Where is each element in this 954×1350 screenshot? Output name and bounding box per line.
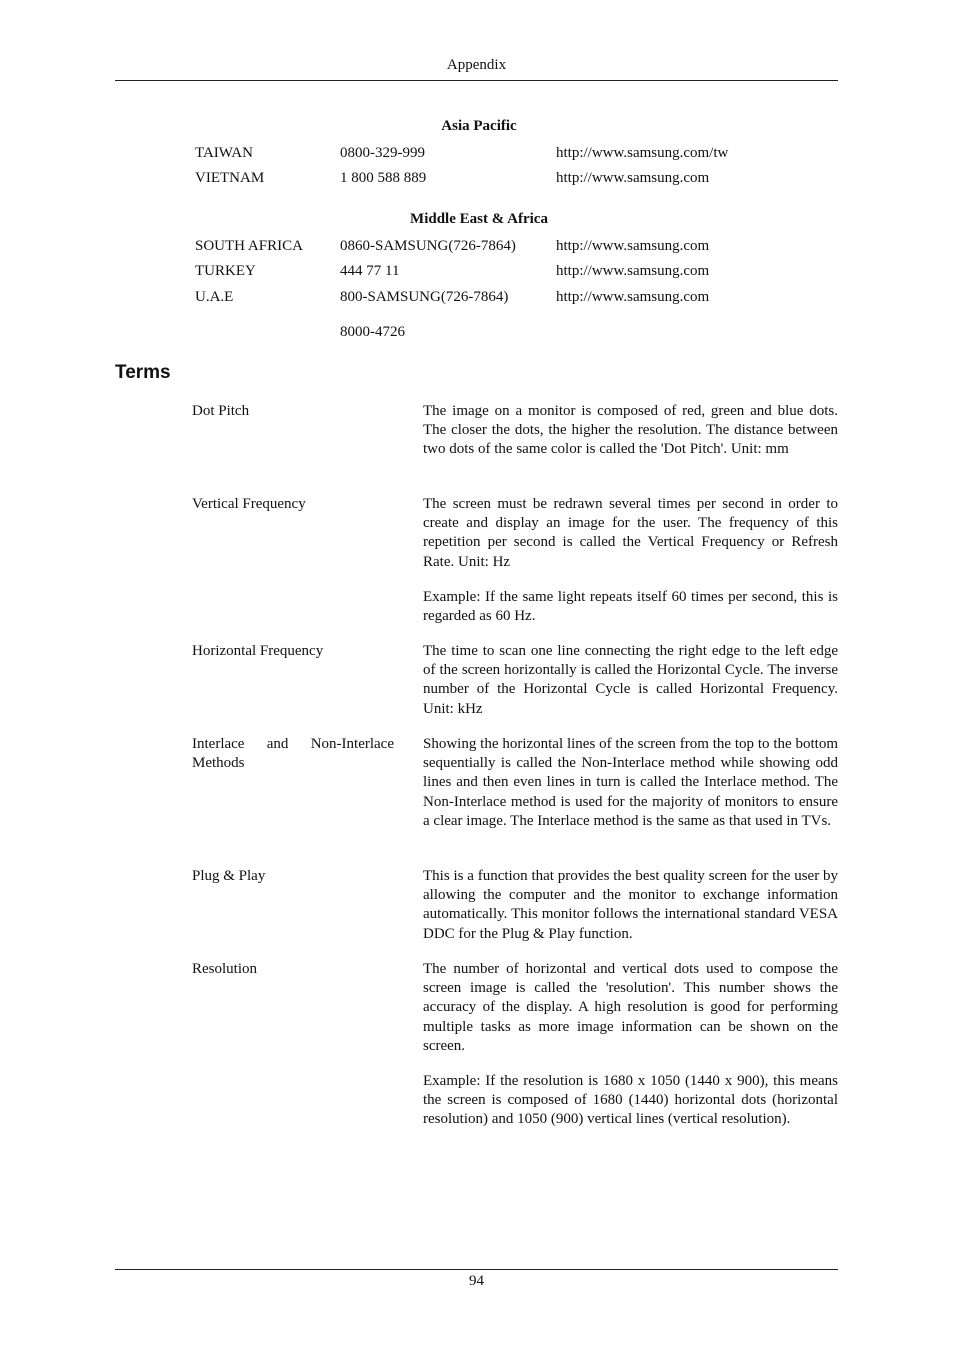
region-title-middle-east-africa: Middle East & Africa: [410, 211, 548, 227]
term-description: [423, 960, 838, 1146]
contact-row-vietnam: [195, 170, 838, 190]
contact-row-taiwan: [195, 145, 838, 165]
page-number: 94: [469, 1273, 484, 1289]
term-name: Horizontal Frequency: [192, 643, 324, 659]
contact-website-link[interactable]: http://www.samsung.com: [556, 263, 710, 279]
term-paragraph: Showing the horizontal lines of the screen from the top to the bottom sequentially is called the Non-Interlace method while showing odd lines and then even lines in turn is called the Interlace method. The Non-Interlace method is used for the majority of monitors to ensure a clear image. The Interlace method is the same as that used in TVs.: [423, 736, 838, 829]
term-name: Resolution: [192, 961, 258, 977]
region-title-asia-pacific: Asia Pacific: [441, 118, 517, 134]
term-description: [423, 402, 838, 476]
term-paragraph: The number of horizontal and vertical dots used to compose the screen image is called the 'resolution'. This number shows the accuracy of the display. A high resolution is good for performing multiple tasks as more image information can be shown on the screen.: [423, 961, 838, 1054]
term-description: [423, 735, 838, 847]
contact-phone: 0800-329-999: [340, 145, 425, 161]
contact-website-link[interactable]: http://www.samsung.com: [556, 238, 710, 254]
contact-phone: 8000-4726: [340, 324, 405, 340]
contact-website-link[interactable]: http://www.samsung.com: [556, 170, 710, 186]
contact-country: VIETNAM: [195, 170, 265, 186]
contact-country: TURKEY: [195, 263, 256, 279]
term-paragraph: The screen must be redrawn several times per second in order to create and display an image for the user. The frequency of this repetition per second is called the Vertical Frequency or Refresh Rate. Unit: Hz: [423, 496, 838, 570]
contact-country: SOUTH AFRICA: [195, 238, 303, 254]
contact-country: TAIWAN: [195, 145, 253, 161]
contact-phone: 444 77 11: [340, 263, 400, 279]
term-paragraph: This is a function that provides the best quality screen for the user by allowing the computer and the monitor to exchange information automatically. This monitor follows the international standard VESA DDC for the Plug & Play function.: [423, 868, 838, 942]
contact-phone: 1 800 588 889: [340, 170, 427, 186]
term-description: [423, 867, 838, 960]
contact-row-uae: [195, 289, 838, 309]
term-name: Plug & Play: [192, 868, 266, 884]
footer-rule: [115, 1269, 838, 1270]
header-rule: [115, 80, 838, 81]
term-name: Interlace and Non-Interlace Methods: [192, 736, 394, 772]
contact-row-turkey: [195, 263, 838, 283]
contact-country: U.A.E: [195, 289, 234, 305]
term-paragraph: Example: If the same light repeats itself 60 times per second, this is regarded as 60 Hz.: [423, 588, 838, 625]
page-header: Appendix: [446, 57, 507, 73]
contact-phone: 0860-SAMSUNG(726-7864): [340, 238, 516, 254]
term-description: [423, 495, 838, 642]
term-paragraph: The time to scan one line connecting the right edge to the left edge of the screen horizontally is called the Horizontal Cycle. The inverse number of the Horizontal Cycle is called Horizontal Frequency. Unit: kHz: [423, 643, 838, 717]
section-title-terms: Terms: [115, 362, 171, 383]
contact-phone: 800-SAMSUNG(726-7864): [340, 289, 509, 305]
term-description: [423, 642, 838, 735]
contact-website-link[interactable]: http://www.samsung.com/tw: [556, 145, 729, 161]
term-paragraph: The image on a monitor is composed of red, green and blue dots. The closer the dots, the higher the resolution. The distance between two dots of the same color is called the 'Dot Pitch'. Unit: mm: [423, 403, 838, 458]
term-paragraph: Example: If the resolution is 1680 x 1050 (1440 x 900), this means the screen is composed of 1680 (1440) horizontal dots (horizontal resolution) and 1050 (900) vertical lines (vertical resolution).: [423, 1073, 838, 1128]
term-name: Vertical Frequency: [192, 496, 306, 512]
contact-row-south-africa: [195, 238, 838, 258]
term-name: Dot Pitch: [192, 403, 250, 419]
contact-website-link[interactable]: http://www.samsung.com: [556, 289, 710, 305]
contact-row-uae-extra: [195, 324, 838, 344]
